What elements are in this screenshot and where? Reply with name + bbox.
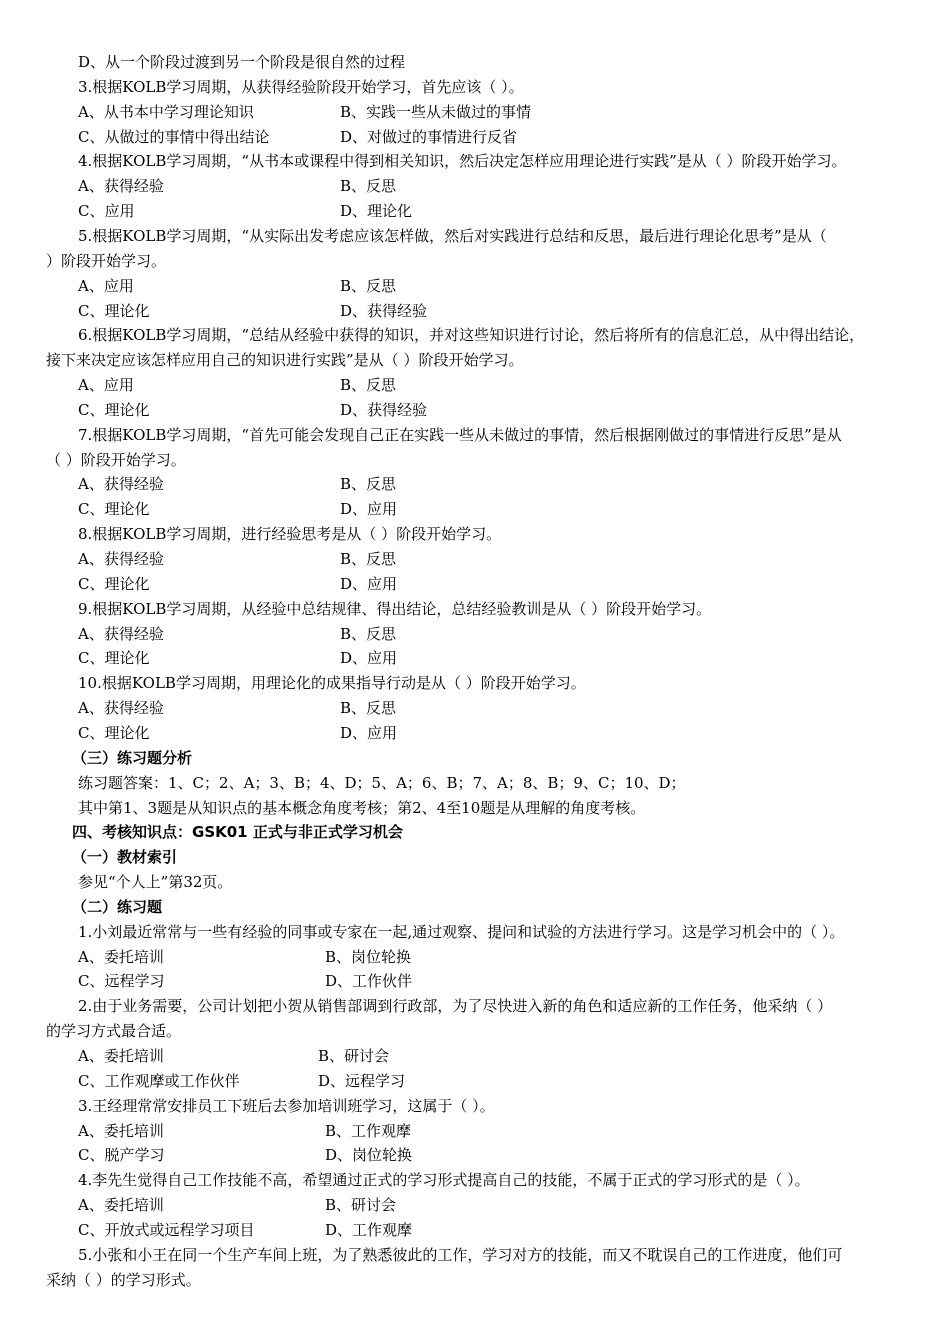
option-left: C、理论化 [78, 302, 150, 320]
section-heading: （三）练习题分析 [72, 749, 193, 767]
option-right: D、工作伙伴 [325, 972, 413, 990]
text-line: 的学习方式最合适。 [46, 1022, 182, 1040]
option-right: B、工作观摩 [325, 1122, 412, 1140]
option-right: D、工作观摩 [325, 1221, 413, 1239]
option-right: B、实践一些从未做过的事情 [340, 103, 532, 121]
option-left: C、理论化 [78, 724, 150, 742]
option-left: A、获得经验 [78, 625, 164, 643]
section-heading: 四、考核知识点：GSK01 正式与非正式学习机会 [72, 823, 403, 841]
option-right: B、反思 [340, 550, 397, 568]
section-heading: （一）教材索引 [72, 848, 178, 866]
text-line: 1.小刘最近常常与一些有经验的同事或专家在一起,通过观察、提问和试验的方法进行学习。这是学习机会中的（ ）。 [78, 923, 845, 941]
option-right: B、岗位轮换 [325, 948, 412, 966]
text-line: 9.根据KOLB学习周期，从经验中总结规律、得出结论，总结经验教训是从（ ）阶段开始学习。 [78, 600, 712, 618]
text-line: 7.根据KOLB学习周期，“首先可能会发现自己正在实践一些从未做过的事情，然后根据刚做过的事情进行反思”是从 [78, 426, 842, 444]
option-left: A、获得经验 [78, 699, 164, 717]
option-right: B、反思 [340, 475, 397, 493]
option-left: C、理论化 [78, 500, 150, 518]
text-line: 6.根据KOLB学习周期，“总结从经验中获得的知识，并对这些知识进行讨论，然后将所有的信息汇总，从中得出结论， [78, 326, 865, 344]
option-right: B、反思 [340, 177, 397, 195]
text-line: 4.根据KOLB学习周期，“从书本或课程中得到相关知识，然后决定怎样应用理论进行实践”是从（ ）阶段开始学习。 [78, 152, 847, 170]
option-left: C、理论化 [78, 575, 150, 593]
option-left: A、委托培训 [78, 1047, 164, 1065]
option-left: C、应用 [78, 202, 135, 220]
option-right: D、应用 [340, 575, 398, 593]
option-right: D、获得经验 [340, 302, 428, 320]
text-line: 采纳（ ）的学习形式。 [46, 1271, 201, 1289]
text-line: ）阶段开始学习。 [46, 252, 167, 270]
text-line: 3.王经理常常安排员工下班后去参加培训班学习，这属于（ ）。 [78, 1097, 495, 1115]
text-line: D、从一个阶段过渡到另一个阶段是很自然的过程 [78, 53, 406, 71]
text-line: 其中第1、3题是从知识点的基本概念角度考核；第2、4至10题是从理解的角度考核。 [78, 799, 646, 817]
option-right: D、对做过的事情进行反省 [340, 128, 518, 146]
text-line: 3.根据KOLB学习周期，从获得经验阶段开始学习，首先应该（ ）。 [78, 78, 524, 96]
option-left: A、委托培训 [78, 1122, 164, 1140]
option-right: D、应用 [340, 500, 398, 518]
option-left: A、获得经验 [78, 177, 164, 195]
option-left: C、从做过的事情中得出结论 [78, 128, 270, 146]
option-left: C、理论化 [78, 649, 150, 667]
text-line: 10.根据KOLB学习周期，用理论化的成果指导行动是从（ ）阶段开始学习。 [78, 674, 586, 692]
text-line: 5.小张和小王在同一个生产车间上班，为了熟悉彼此的工作，学习对方的技能，而又不耽误自己的工作进度，他们可 [78, 1246, 843, 1264]
text-line: 练习题答案：1、C；2、A；3、B；4、D；5、A；6、B；7、A；8、B；9、C；10、D； [78, 774, 686, 792]
option-left: C、开放式或远程学习项目 [78, 1221, 255, 1239]
option-right: D、应用 [340, 649, 398, 667]
section-heading: （二）练习题 [72, 898, 163, 916]
option-left: A、从书本中学习理论知识 [78, 103, 254, 121]
option-left: A、获得经验 [78, 550, 164, 568]
text-line: 8.根据KOLB学习周期，进行经验思考是从（ ）阶段开始学习。 [78, 525, 502, 543]
option-right: D、应用 [340, 724, 398, 742]
text-line: 2.由于业务需要，公司计划把小贺从销售部调到行政部，为了尽快进入新的角色和适应新的工作任务，他采纳（ ） [78, 997, 833, 1015]
option-left: C、脱产学习 [78, 1146, 165, 1164]
text-line: 参见“个人上”第32页。 [78, 873, 233, 891]
option-right: B、反思 [340, 699, 397, 717]
option-left: A、委托培训 [78, 1196, 164, 1214]
text-line: （ ）阶段开始学习。 [46, 451, 186, 469]
option-left: C、理论化 [78, 401, 150, 419]
option-right: B、反思 [340, 376, 397, 394]
option-right: B、研讨会 [318, 1047, 390, 1065]
option-left: A、应用 [78, 376, 134, 394]
option-left: C、远程学习 [78, 972, 165, 990]
text-line: 4.李先生觉得自己工作技能不高，希望通过正式的学习形式提高自己的技能，不属于正式的学习形式的是（ ）。 [78, 1171, 810, 1189]
option-right: D、获得经验 [340, 401, 428, 419]
option-right: D、理论化 [340, 202, 413, 220]
option-right: B、反思 [340, 277, 397, 295]
option-left: A、获得经验 [78, 475, 164, 493]
option-right: B、研讨会 [325, 1196, 397, 1214]
option-right: D、岗位轮换 [325, 1146, 413, 1164]
option-right: B、反思 [340, 625, 397, 643]
text-line: 5.根据KOLB学习周期，“从实际出发考虑应该怎样做，然后对实践进行总结和反思，最后进行理论化思考”是从（ [78, 227, 827, 245]
option-left: A、应用 [78, 277, 134, 295]
option-right: D、远程学习 [318, 1072, 406, 1090]
option-left: A、委托培训 [78, 948, 164, 966]
option-left: C、工作观摩或工作伙伴 [78, 1072, 240, 1090]
text-line: 接下来决定应该怎样应用自己的知识进行实践”是从（ ）阶段开始学习。 [46, 351, 524, 369]
